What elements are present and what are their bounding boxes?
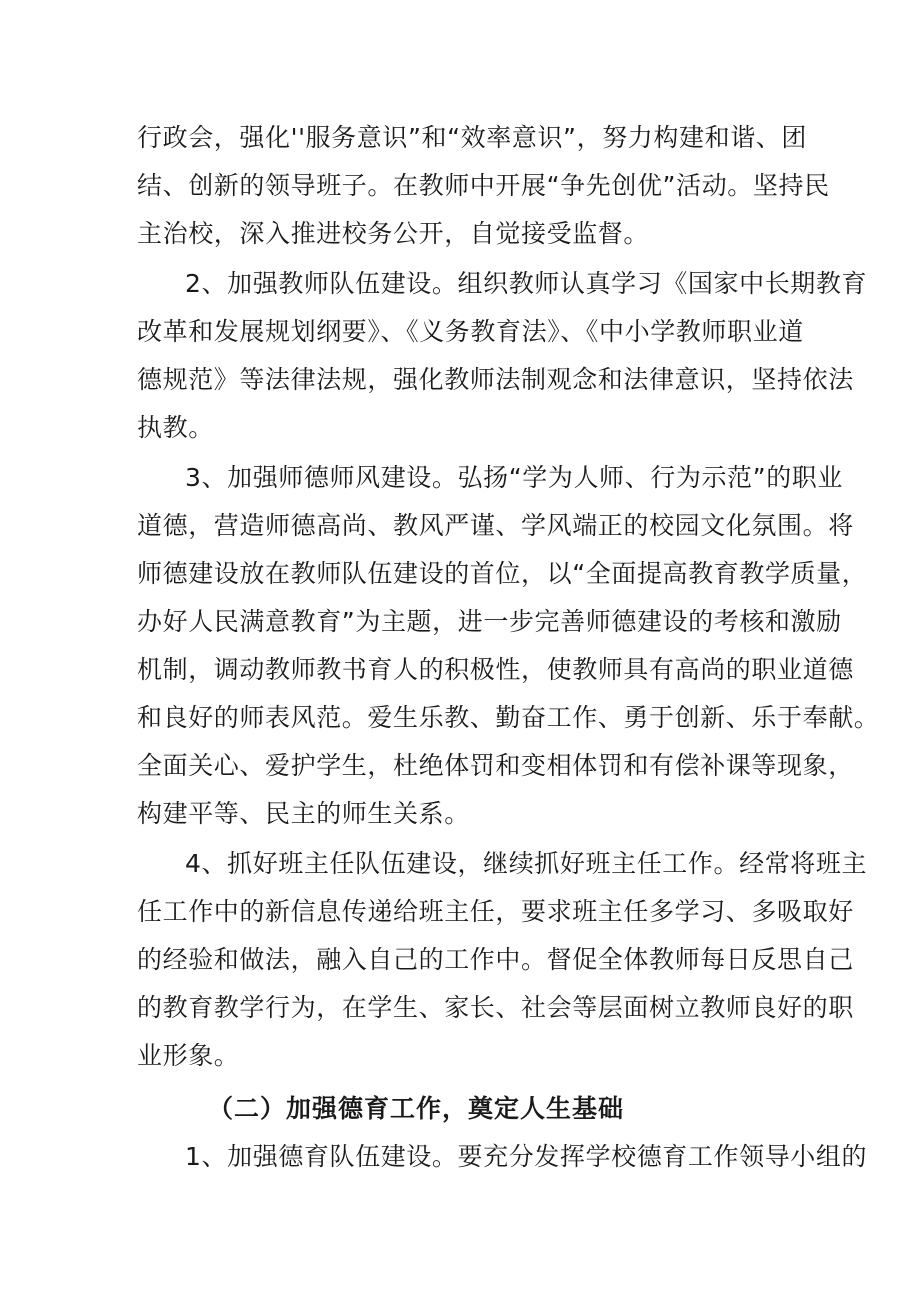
paragraph-line: 任工作中的新信息传递给班主任，要求班主任多学习、多吸取好: [137, 897, 854, 926]
paragraph-line: 办好人民满意教育”为主题，进一步完善师德建设的考核和激励: [137, 607, 842, 636]
paragraph-line: 和良好的师表风范。爱生乐教、勤奋工作、勇于创新、乐于奉献。: [137, 703, 880, 732]
paragraph-line: 的教育教学行为，在学生、家长、社会等层面树立教师良好的职: [137, 993, 854, 1022]
paragraph-line: 师德建设放在教师队伍建设的首位，以“全面提高教育教学质量，: [137, 559, 868, 588]
paragraph-line: 的经验和做法，融入自己的工作中。督促全体教师每日反思自己: [137, 945, 854, 974]
paragraph-line: 构建平等、民主的师生关系。: [137, 799, 470, 828]
paragraph-line: 全面关心、爱护学生，杜绝体罚和变相体罚和有偿补课等现象，: [137, 751, 854, 780]
paragraph-line: 结、创新的领导班子。在教师中开展“争先创优”活动。坚持民: [137, 171, 830, 200]
paragraph-line: 1、加强德育队伍建设。要充分发挥学校德育工作领导小组的: [185, 1142, 868, 1171]
paragraph-line: 3、加强师德师风建设。弘扬“学为人师、行为示范”的职业: [185, 463, 844, 492]
paragraph-line: 执教。: [137, 413, 214, 442]
paragraph-line: 主治校，深入推进校务公开，自觉接受监督。: [137, 219, 650, 248]
paragraph-line: 道德，营造师德高尚、教风严谨、学风端正的校园文化氛围。将: [137, 511, 854, 540]
paragraph-line: 4、抓好班主任队伍建设，继续抓好班主任工作。经常将班主: [185, 849, 868, 878]
paragraph-line: 业形象。: [137, 1041, 240, 1070]
paragraph-line: 德规范》等法律法规，强化教师法制观念和法律意识，坚持依法: [137, 365, 854, 394]
paragraph-line: 改革和发展规划纲要》、《义务教育法》、《中小学教师职业道: [137, 317, 804, 346]
paragraph-line: 行政会，强化''服务意识”和“效率意识”，努力构建和谐、团: [137, 123, 808, 152]
paragraph-line: 机制，调动教师教书育人的积极性，使教师具有高尚的职业道德: [137, 655, 854, 684]
paragraph-line: 2、加强教师队伍建设。组织教师认真学习《国家中长期教育: [185, 269, 868, 298]
section-heading: （二）加强德育工作，奠定人生基础: [208, 1094, 625, 1123]
